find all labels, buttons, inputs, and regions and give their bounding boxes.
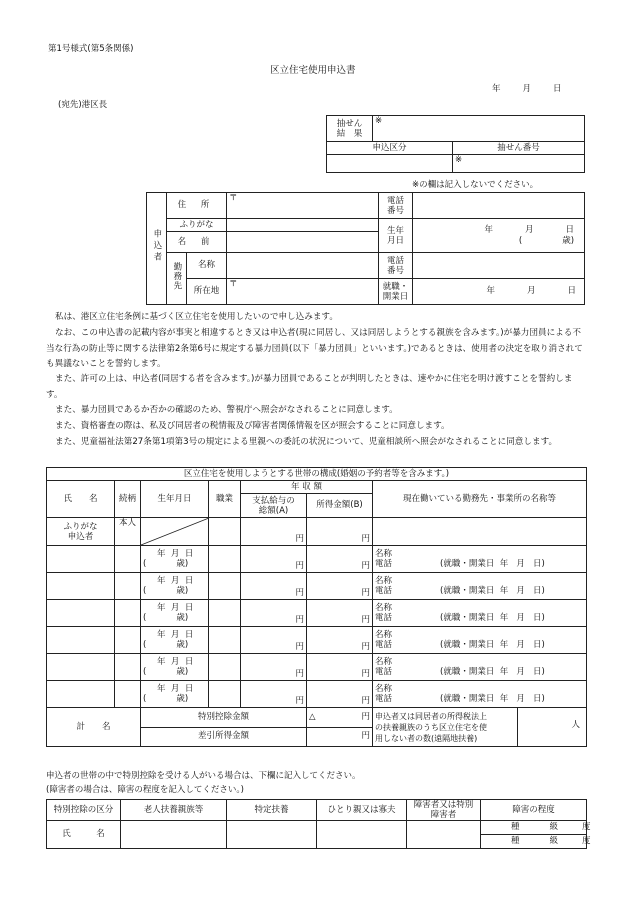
col-category: 特別控除の区分 [47,800,121,821]
lottery-table [326,115,585,173]
col-single: ひとり親又は寡夫 [317,800,407,821]
col-name: 氏 名 [47,481,115,518]
member-workplace-cell: 名称 電話 (就職・開業日 年 月 日) [373,573,587,600]
work-postal-mark: 〒 [229,279,238,289]
table-row [47,518,587,546]
birth-month: 月 [524,224,534,235]
member-income-yen: 円 [307,627,373,654]
category-cell [327,155,453,173]
furigana-cell [227,219,379,232]
member-relation-cell [115,654,141,681]
table-row [47,546,587,573]
member-name-cell [47,654,115,681]
member-salary-yen: 円 [241,573,307,600]
member-workplace-cell: 名称 電話 (就職・開業日 年 月 日) [373,600,587,627]
phone-label: 電話 番号 [379,193,413,219]
disabled-cell [407,821,481,849]
member-salary-yen: 円 [241,654,307,681]
member-income-yen: 円 [307,681,373,708]
birth-day: 日 [565,224,575,235]
declaration-4: また、暴力団員であるか否かの確認のため、警視庁へ照会がなされることに同意します。 [55,405,398,415]
date-day: 日 [553,84,562,94]
lottery-number-cell [453,155,585,173]
member-job-cell [209,654,241,681]
phone-cell [413,193,585,219]
member-relation-cell [115,627,141,654]
work-phone-cell [413,253,585,279]
lottery-number-label: 抽せん番号 [453,142,585,155]
col-degree: 障害の程度 [481,800,587,821]
member-name-cell [47,681,115,708]
member-relation-cell [115,573,141,600]
specific-cell [227,821,317,849]
page-title: 区立住宅使用申込書 [270,65,356,76]
member-relation-cell [115,681,141,708]
member-income-yen: 円 [307,600,373,627]
member-salary-yen: 円 [241,600,307,627]
member-birth-cell: 年 月 日 ( 歳) [141,600,209,627]
start-month: 月 [526,286,536,297]
col-workplace: 現在働いている勤務先・事業所の名称等 [373,481,587,518]
name-label: 名 前 [167,232,227,253]
member-birth-cell: 年 月 日 ( 歳) [141,627,209,654]
first-job-cell [209,518,241,546]
table-row [47,600,587,627]
member-job-cell [209,573,241,600]
table-row [47,654,587,681]
col-salary: 支払給与の 総額(A) [241,494,307,518]
col-birth: 生年月日 [141,481,209,518]
lottery-note: ※の欄は記入しないでください。 [412,180,539,190]
member-salary-yen: 円 [241,681,307,708]
member-relation-cell [115,546,141,573]
table-row [47,573,587,600]
first-workplace-cell [373,518,587,546]
furigana-label: ふりがな [167,219,227,232]
start-year: 年 [486,286,495,297]
col-relation: 続柄 [115,481,141,518]
col-disabled: 障害者又は特別 障害者 [407,800,481,821]
member-birth-cell: 年 月 日 ( 歳) [141,654,209,681]
nonresident-cell [373,708,587,747]
deduction-name-label: 氏 名 [47,821,121,849]
first-relation: 本人 [115,518,141,546]
member-birth-cell: 年 月 日 ( 歳) [141,546,209,573]
member-income-yen: 円 [307,573,373,600]
declaration-6: また、児童福祉法第27条第1項第3号の規定による里親への委託の状況について、児童相談所へ照会がなされることに同意します。 [55,437,558,447]
category-label: 申込区分 [327,142,453,155]
declaration-1: 私は、港区立住宅条例に基づく区立住宅を使用したいので申し込みます。 [55,312,338,322]
table-row [47,681,587,708]
member-job-cell [209,681,241,708]
addressee: (宛先)港区長 [58,100,108,110]
member-name-cell [47,600,115,627]
member-income-yen: 円 [307,546,373,573]
first-salary-yen: 円 [241,518,307,546]
persons-unit: 人 [571,720,581,730]
member-relation-cell [115,600,141,627]
single-cell [317,821,407,849]
date-line [492,84,562,95]
first-income-yen: 円 [307,518,373,546]
member-workplace-cell: 名称 電話 (就職・開業日 年 月 日) [373,546,587,573]
member-job-cell [209,546,241,573]
special-note-1: 申込者の世帯の中で特別控除を受ける人がいる場合は、下欄に記入してください。 [46,771,361,781]
member-salary-yen: 円 [241,546,307,573]
table-row [47,627,587,654]
nonresident-text: 申込者又は同居者の所得税法上 の扶養親族のうち区立住宅を使 用しない者の数(遠隔地扶養) [373,708,518,746]
first-label: 申込者 [67,531,94,542]
member-name-cell [47,627,115,654]
col-elderly: 老人扶養親族等 [121,800,227,821]
member-birth-cell: 年 月 日 ( 歳) [141,681,209,708]
triangle-mark: △ [309,711,316,722]
net-income-yen: 円 [307,727,373,747]
lottery-number-mark: ※ [455,155,463,165]
special-deduction-cell: △ 円 [307,708,373,728]
postal-mark: 〒 [229,193,238,203]
birth-label: 生年 月日 [379,219,413,253]
birth-year: 年 [484,224,493,235]
address-cell [227,193,379,219]
work-name-label: 名称 [187,253,227,279]
applicant-side-label: 申込者 [147,193,167,305]
diagonal-line [141,518,209,545]
declaration-2: なお、この申込書の記載内容が事実と相違するとき又は申込者(現に同居し、又は同居しようとする親族を含みます。)が暴力団員による不当な行為の防止等に関する法律第2条第6号に規定する暴力団員(以下「暴力団員」といいます。)であるときは、使用者の決定を取り消されても異議ないことを誓約します。 [46,328,583,369]
address-label: 住 所 [167,193,227,219]
net-income-label: 差引所得金額 [141,727,307,747]
applicant-table [146,192,585,305]
household-table [46,467,587,747]
work-label: 勤務先 [167,253,187,305]
member-workplace-cell: 名称 電話 (就職・開業日 年 月 日) [373,654,587,681]
total-label: 計 名 [47,708,141,747]
col-income-amount: 所得金額(B) [307,494,373,518]
degree-row-2: 種 級 度 [481,835,587,849]
deduction-table [46,799,591,849]
first-birth-cell [141,518,209,546]
member-income-yen: 円 [307,654,373,681]
age-open: ( [518,235,523,246]
household-caption: 区立住宅を使用しようとする世帯の構成(婚姻の予約者等を含みます。) [47,468,587,481]
start-day: 日 [567,286,577,297]
member-workplace-cell: 名称 電話 (就職・開業日 年 月 日) [373,681,587,708]
date-year: 年 [492,84,501,94]
work-address-label: 所在地 [187,279,227,305]
date-month: 月 [522,84,532,94]
member-name-cell [47,573,115,600]
declaration-5: また、資格審査の際は、私及び同居者の税情報及び障害者関係情報を区が照会することに同意します。 [55,421,450,431]
first-furigana: ふりがな [63,521,98,532]
member-salary-yen: 円 [241,627,307,654]
member-name-cell [47,546,115,573]
work-phone-label: 電話 番号 [379,253,413,279]
form-number: 第1号様式(第5条関係) [48,44,134,54]
special-note-2: (障害者の場合は、障害の程度を記入してください。) [46,785,244,795]
work-address-cell [227,279,379,305]
col-job: 職業 [209,481,241,518]
elderly-cell [121,821,227,849]
start-label: 就職・ 開業日 [379,279,413,305]
member-workplace-cell: 名称 電話 (就職・開業日 年 月 日) [373,627,587,654]
birth-cell [413,219,585,253]
age-close: 歳) [562,235,575,246]
member-birth-cell: 年 月 日 ( 歳) [141,573,209,600]
degree-row-1: 種 級 度 [481,821,587,835]
member-job-cell [209,600,241,627]
col-income: 年 収 額 [241,481,373,494]
special-deduction-label: 特別控除金額 [141,708,307,728]
col-specific: 特定扶養 [227,800,317,821]
lottery-result-cell [373,116,585,142]
lottery-result-label: 抽せん 結 果 [327,116,373,142]
name-cell [227,232,379,253]
declaration-3: また、許可の上は、申込者(同居する者を含みます。)が暴力団員であることが判明したときは、速やかに住宅を明け渡すことを誓約します。 [46,374,573,400]
lottery-result-mark: ※ [375,116,383,126]
applicant-name-cell [47,518,115,546]
start-date-cell [413,279,585,305]
member-job-cell [209,627,241,654]
work-name-cell [227,253,379,279]
